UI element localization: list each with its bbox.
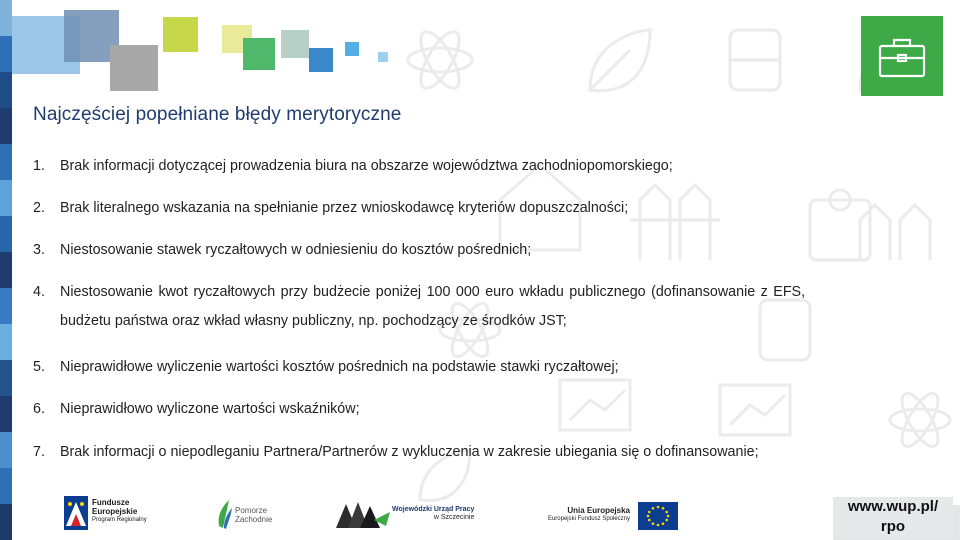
list-item-number: 6. <box>33 401 45 417</box>
ue-logo-text-2: Europejski Fundusz Społeczny <box>547 516 630 522</box>
slide-title: Najczęściej popełniane błędy merytoryczne <box>33 104 402 125</box>
list-item-number: 7. <box>33 444 45 460</box>
leaf-icon <box>590 30 650 91</box>
briefcase-tile <box>861 16 943 96</box>
list-item-number: 4. <box>33 284 45 300</box>
website-text-1: www.wup.pl/ <box>847 498 939 515</box>
list-item-number: 2. <box>33 200 45 216</box>
wup-szczecin-logo <box>336 492 486 534</box>
ue-logo-text-1: Unia Europejska <box>567 506 630 515</box>
wup-logo-text-1: Wojewódzki Urząd Pracy <box>392 506 475 513</box>
briefcase-icon <box>861 16 943 96</box>
list-item <box>33 242 913 284</box>
list-item <box>33 359 913 401</box>
list-item <box>33 444 913 486</box>
pomorze-logo-text-2: Zachodnie <box>235 515 273 524</box>
list-item <box>33 401 913 444</box>
website-link[interactable] <box>833 497 953 537</box>
fe-emblem-icon <box>64 496 88 530</box>
list-item-text-continued: budżetu państwa oraz wkład własny publiczny, np. pochodzący ze środków JST; <box>60 313 567 329</box>
unia-europejska-logo <box>540 492 700 534</box>
eu-flag-icon <box>638 502 678 530</box>
list-item-text: Brak informacji dotyczącej prowadzenia biura na obszarze województwa zachodniopomorskiego; <box>60 158 673 174</box>
atom-icon <box>408 26 472 93</box>
wup-emblem-icon <box>336 500 390 530</box>
pomorze-logo-text-1: Pomorze <box>235 506 268 515</box>
pomorze-zachodnie-logo <box>215 492 285 534</box>
footer-logos <box>60 492 700 534</box>
list-item <box>33 200 913 242</box>
tram-icon <box>730 30 780 90</box>
left-color-strip <box>0 0 12 540</box>
website-text-2: rpo <box>880 518 906 535</box>
list-item <box>33 284 913 359</box>
list-item-text: Niestosowanie kwot ryczałtowych przy budżecie poniżej 100 000 euro wkładu publicznego (dofinansowanie z EFS, <box>60 284 806 300</box>
list-item-number: 3. <box>33 242 45 258</box>
list-item-text: Brak literalnego wskazania na spełnianie przez wnioskodawcę kryteriów dopuszczalności; <box>60 200 629 216</box>
list-item-text: Nieprawidłowe wyliczenie wartości kosztów pośrednich na podstawie stawki ryczałtowej; <box>60 359 619 375</box>
list-item <box>33 158 913 200</box>
list-item-number: 5. <box>33 359 45 375</box>
fe-logo-text-3: Program Regionalny <box>92 517 147 523</box>
fe-logo-text-1: Fundusze <box>92 498 130 507</box>
list-item-text: Nieprawidłowo wyliczone wartości wskaźników; <box>60 401 360 417</box>
list-item-text: Niestosowanie stawek ryczałtowych w odniesieniu do kosztów pośrednich; <box>60 242 532 258</box>
fe-logo-text-2: Europejskie <box>92 507 138 516</box>
error-list <box>33 158 913 486</box>
pomorze-emblem-icon <box>215 496 233 530</box>
list-item-text: Brak informacji o niepodleganiu Partnera/Partnerów z wykluczenia w zakresie ubiegania się o dofinansowanie; <box>60 444 759 460</box>
fundusze-europejskie-logo <box>64 492 164 534</box>
wup-logo-text-2: w Szczecinie <box>433 514 475 521</box>
list-item-number: 1. <box>33 158 45 174</box>
